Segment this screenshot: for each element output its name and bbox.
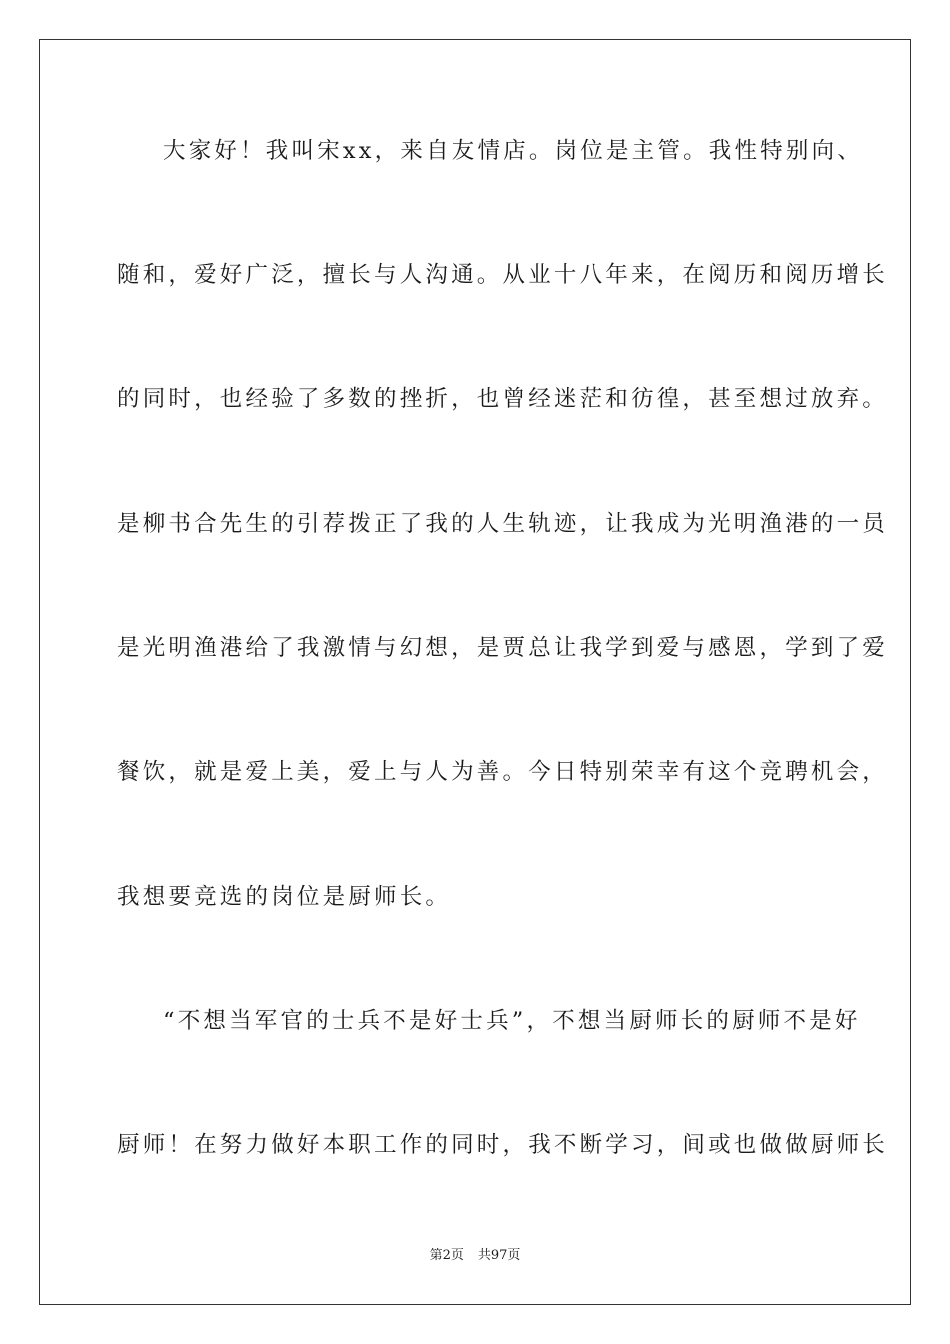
text-line: 厨师！在努力做好本职工作的同时，我不断学习，间或也做做厨师长 xyxy=(117,1132,889,1158)
text-line: 随和，爱好广泛，擅长与人沟通。从业十八年来，在阅历和阅历增长 xyxy=(117,262,889,288)
text-line: 的同时，也经验了多数的挫折，也曾经迷茫和彷徨，甚至想过放弃。 xyxy=(117,386,889,412)
page-number: 第2页 xyxy=(429,1248,464,1263)
text-line: 餐饮，就是爱上美，爱上与人为善。今日特别荣幸有这个竞聘机会， xyxy=(117,759,889,785)
text-line: 我想要竞选的岗位是厨师长。 xyxy=(117,884,452,910)
text-line: “不想当军官的士兵不是好士兵”，不想当厨师长的厨师不是好 xyxy=(163,1008,861,1034)
page-border xyxy=(39,39,911,1305)
text-line: 是光明渔港给了我激情与幻想，是贾总让我学到爱与感恩，学到了爱 xyxy=(117,635,889,661)
total-pages: 共97页 xyxy=(477,1248,521,1263)
text-line: 是柳书合先生的引荐拨正了我的人生轨迹，让我成为光明渔港的一员 xyxy=(117,511,889,537)
page-footer xyxy=(0,1247,950,1265)
text-line: 大家好！我叫宋xx，来自友情店。岗位是主管。我性特别向、 xyxy=(163,138,863,164)
